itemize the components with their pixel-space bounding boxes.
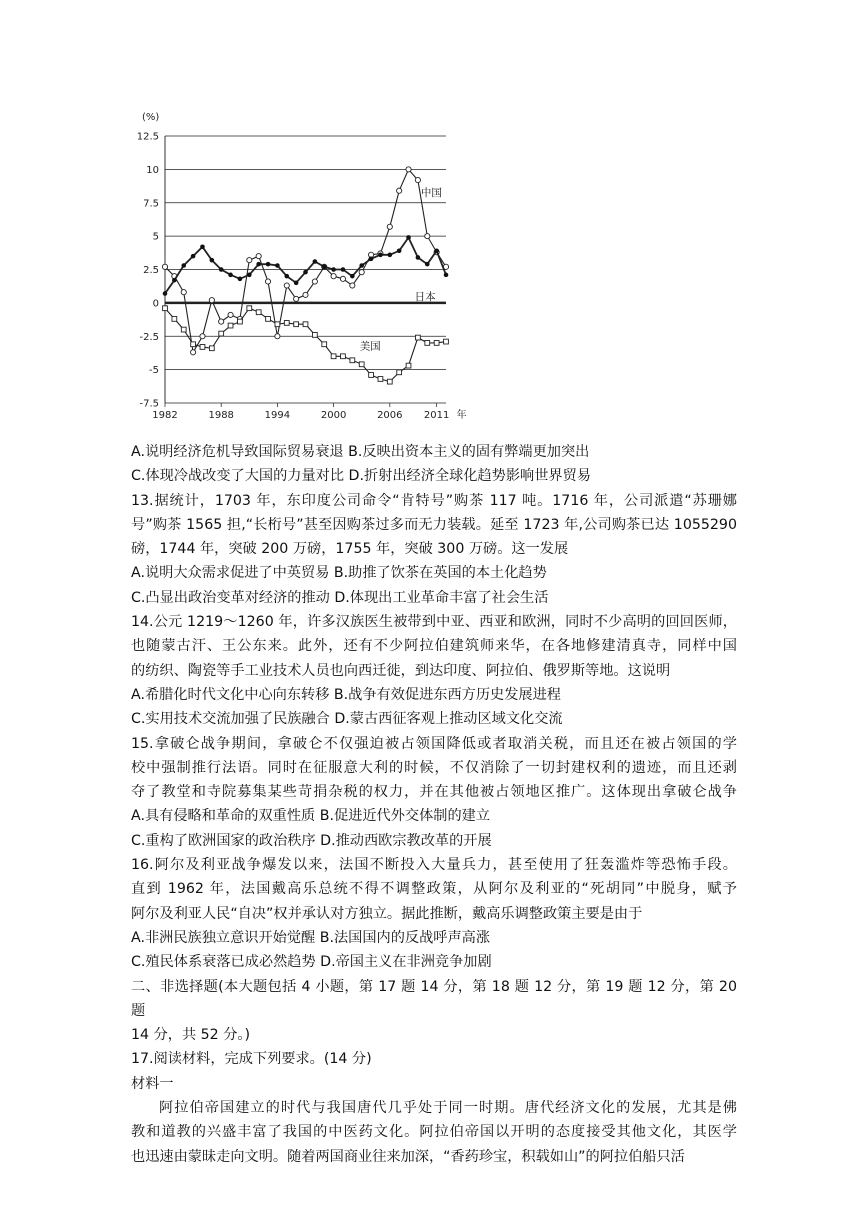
data-point [331,354,336,359]
data-point [228,323,233,328]
data-point [388,253,393,258]
data-point [172,316,177,321]
q14-option-line: C.实用技术交流加强了民族融合 D.蒙古西征客观上推动区域文化交流 [131,711,563,728]
data-point [294,281,299,286]
data-point [359,263,364,268]
data-point [434,249,439,254]
y-tick-label: 12.5 [136,131,159,143]
q16-stem-line: 16.阿尔及利亚战争爆发以来，法国不断投入大量兵力，甚至使用了狂轰滥炸等恐怖手段。 [131,857,737,874]
data-point [303,292,308,297]
data-point [200,345,205,350]
data-point [181,327,186,332]
q16-option-line: A.非洲民族独立意识开始觉醒 B.法国国内的反战呼声高涨 [131,929,491,946]
data-point [294,296,299,301]
data-point [416,255,421,260]
data-point [284,274,289,279]
series-line-2 [165,238,446,294]
y-tick-label: 2.5 [143,265,159,276]
data-point [191,342,196,347]
y-tick-label: -7.5 [139,398,159,410]
q13-stem-line: 磅，1744 年，突破 200 万磅，1755 年，突破 300 万磅。这一发展 [131,541,569,558]
data-point [275,263,280,268]
data-point [238,319,243,324]
q15-stem-line: 夺了教堂和寺院募集某些苛捐杂税的权力，并在其他被占领地区推广。这体现出拿破仑战争 [131,784,737,801]
q12-option-line: C.体现冷战改变了大国的力量对比 D.折射出经济全球化趋势影响世界贸易 [131,468,591,485]
data-point [228,273,233,278]
y-tick-label: -5 [149,365,159,377]
data-point [163,306,168,311]
data-point [209,346,214,351]
data-point [359,362,364,367]
data-point [275,322,280,327]
data-point [444,273,449,278]
q13-option-line: C.凸显出政治变革对经济的推动 D.体现出工业革命丰富了社会生活 [131,589,549,606]
data-point [387,224,392,229]
data-point [162,264,167,269]
data-point [406,363,411,368]
data-point [397,188,402,193]
data-point [228,312,233,317]
q12-option-line: A.说明经济危机导致国际贸易衰退 B.反映出资本主义的固有弊端更加突出 [131,444,590,460]
data-point [247,306,252,311]
data-point [256,310,261,315]
data-point [378,377,383,382]
data-point [425,341,430,346]
q15-stem-line: 15.拿破仑战争期间，拿破仑不仅强迫被占领国降低或者取消关税，而且还在被占领国的学 [131,735,737,752]
data-point [181,290,186,295]
data-point [350,358,355,363]
data-point [247,273,252,278]
data-point [378,253,383,258]
data-point [425,262,430,267]
data-point [331,267,336,272]
q16-stem-line: 直到 1962 年，法国戴高乐总统不得不调整政策，从阿尔及利亚的“死胡同”中脱身，赋予 [131,881,737,898]
data-point [256,262,261,267]
data-point [200,245,205,250]
data-point [444,339,449,344]
series-label: 美国 [359,340,381,353]
data-point [284,283,289,288]
data-point [256,254,261,259]
y-tick-label: 10 [146,164,159,176]
data-point [313,259,318,264]
y-tick-label: 5 [152,231,159,243]
data-point [303,270,308,275]
data-point [397,370,402,375]
data-point [397,249,402,254]
data-point [209,298,214,303]
y-tick-label: 0 [152,298,159,310]
data-point [294,322,299,327]
q16-stem-line: 阿尔及利亚人民“自决”权并承认对方独立。据此推断，戴高乐调整政策主要是由于 [131,905,643,922]
material-text-line: 也迅速由蒙昧走向文明。随着两国商业往来加深，“香药珍宝，积载如山”的阿拉伯船只活 [131,1148,685,1165]
q14-stem-line: 也随蒙古汗、王公东来。此外，还有不少阿拉伯建筑师来华，在各地修建清真寺，同样中国 [131,638,737,655]
material-label: 材料一 [131,1075,174,1092]
data-point [275,334,280,339]
data-point [219,267,224,272]
data-point [312,333,317,338]
data-point [322,342,327,347]
data-point [331,274,336,279]
data-point [266,262,271,267]
q15-option-line: C.重构了欧洲国家的政治秩序 D.推动西欧宗教改革的开展 [131,832,492,849]
series-label: 中国 [420,187,442,200]
x-tick-label: 1988 [208,410,234,421]
y-axis-unit-label: (%) [142,112,160,123]
q13-stem-line: 号”购茶 1565 担,“长桁号”甚至因购茶过多而无力装载。延至 1723 年,公司购茶已达 1055290 [131,516,737,533]
q14-stem-line: 14.公元 1219～1260 年，许多汉族医生被带到中亚、西亚和欧洲，同时不少高明的回回医师， [131,614,737,631]
x-tick-label: 1994 [264,410,291,421]
data-point [247,258,252,263]
data-point [181,263,186,268]
data-point [406,167,411,172]
q14-option-line: A.希腊化时代文化中心向东转移 B.战争有效促进东西方历史发展进程 [131,686,561,703]
data-point [406,235,411,240]
x-tick-label: 2000 [320,410,347,421]
data-point [266,316,271,321]
data-point [238,277,243,282]
material-text-line: 阿拉伯帝国建立的时代与我国唐代几乎处于同一时期。唐代经济文化的发展，尤其是佛 [159,1100,737,1117]
data-point [284,321,289,326]
x-tick-label: 1982 [152,410,178,421]
q17-stem: 17.阅读材料，完成下列要求。(14 分) [131,1051,372,1068]
data-point [200,334,205,339]
question-content [131,440,737,1169]
y-tick-label: 7.5 [143,198,159,210]
data-point [387,379,392,384]
data-point [312,279,317,284]
data-point [369,373,374,378]
data-point [425,234,430,239]
data-point [341,354,346,359]
data-point [369,257,374,262]
series-label: 日本 [414,291,436,304]
section-heading: 二、非选择题(本大题包括 4 小题，第 17 题 14 分，第 18 题 12 分，第 19 题 12 分，第 20 题 [131,978,737,1019]
trade-balance-line-chart [120,108,467,430]
q16-option-line: C.殖民体系衰落已成必然趋势 D.帝国主义在非洲竞争加剧 [131,954,492,971]
material-text-line: 教和道教的兴盛丰富了我国的中医药文化。阿拉伯帝国以开明的态度接受其他文化，其医学 [131,1124,737,1141]
data-point [191,254,196,259]
x-tick-label: 2006 [377,410,403,421]
q15-stem-line: 校中强制推行法语。同时在征服意大利的时候，不仅消除了一切封建权利的遗迹，而且还剥 [131,759,737,776]
section-heading: 14 分，共 52 分。) [131,1027,251,1044]
data-point [172,278,177,283]
x-axis-unit-label: 年 [456,410,467,421]
data-point [163,291,168,296]
q13-stem-line: 13.据统计，1703 年，东印度公司命令“肯特号”购茶 117 吨。1716 年，公司派遣“苏珊娜 [131,492,737,509]
data-point [219,319,224,324]
data-point [265,279,270,284]
data-point [415,177,420,182]
data-point [434,341,439,346]
data-point [340,276,345,281]
data-point [191,350,196,355]
y-tick-label: -2.5 [139,331,159,343]
q13-option-line: A.说明大众需求促进了中英贸易 B.助推了饮茶在英国的本土化趋势 [131,565,547,582]
q14-stem-line: 的纺织、陶瓷等手工业技术人员也向西迁徙，到达印度、阿拉伯、俄罗斯等地。这说明 [131,662,671,679]
data-point [322,265,327,270]
data-point [350,274,355,279]
data-point [359,270,364,275]
data-point [303,322,308,327]
data-point [350,283,355,288]
data-point [210,258,215,263]
x-tick-label: 2011 [423,410,450,421]
data-point [219,331,224,336]
data-point [416,335,421,340]
data-point [341,267,346,272]
q15-option-line: A.具有侵略和革命的双重性质 B.促进近代外交体制的建立 [131,808,491,825]
